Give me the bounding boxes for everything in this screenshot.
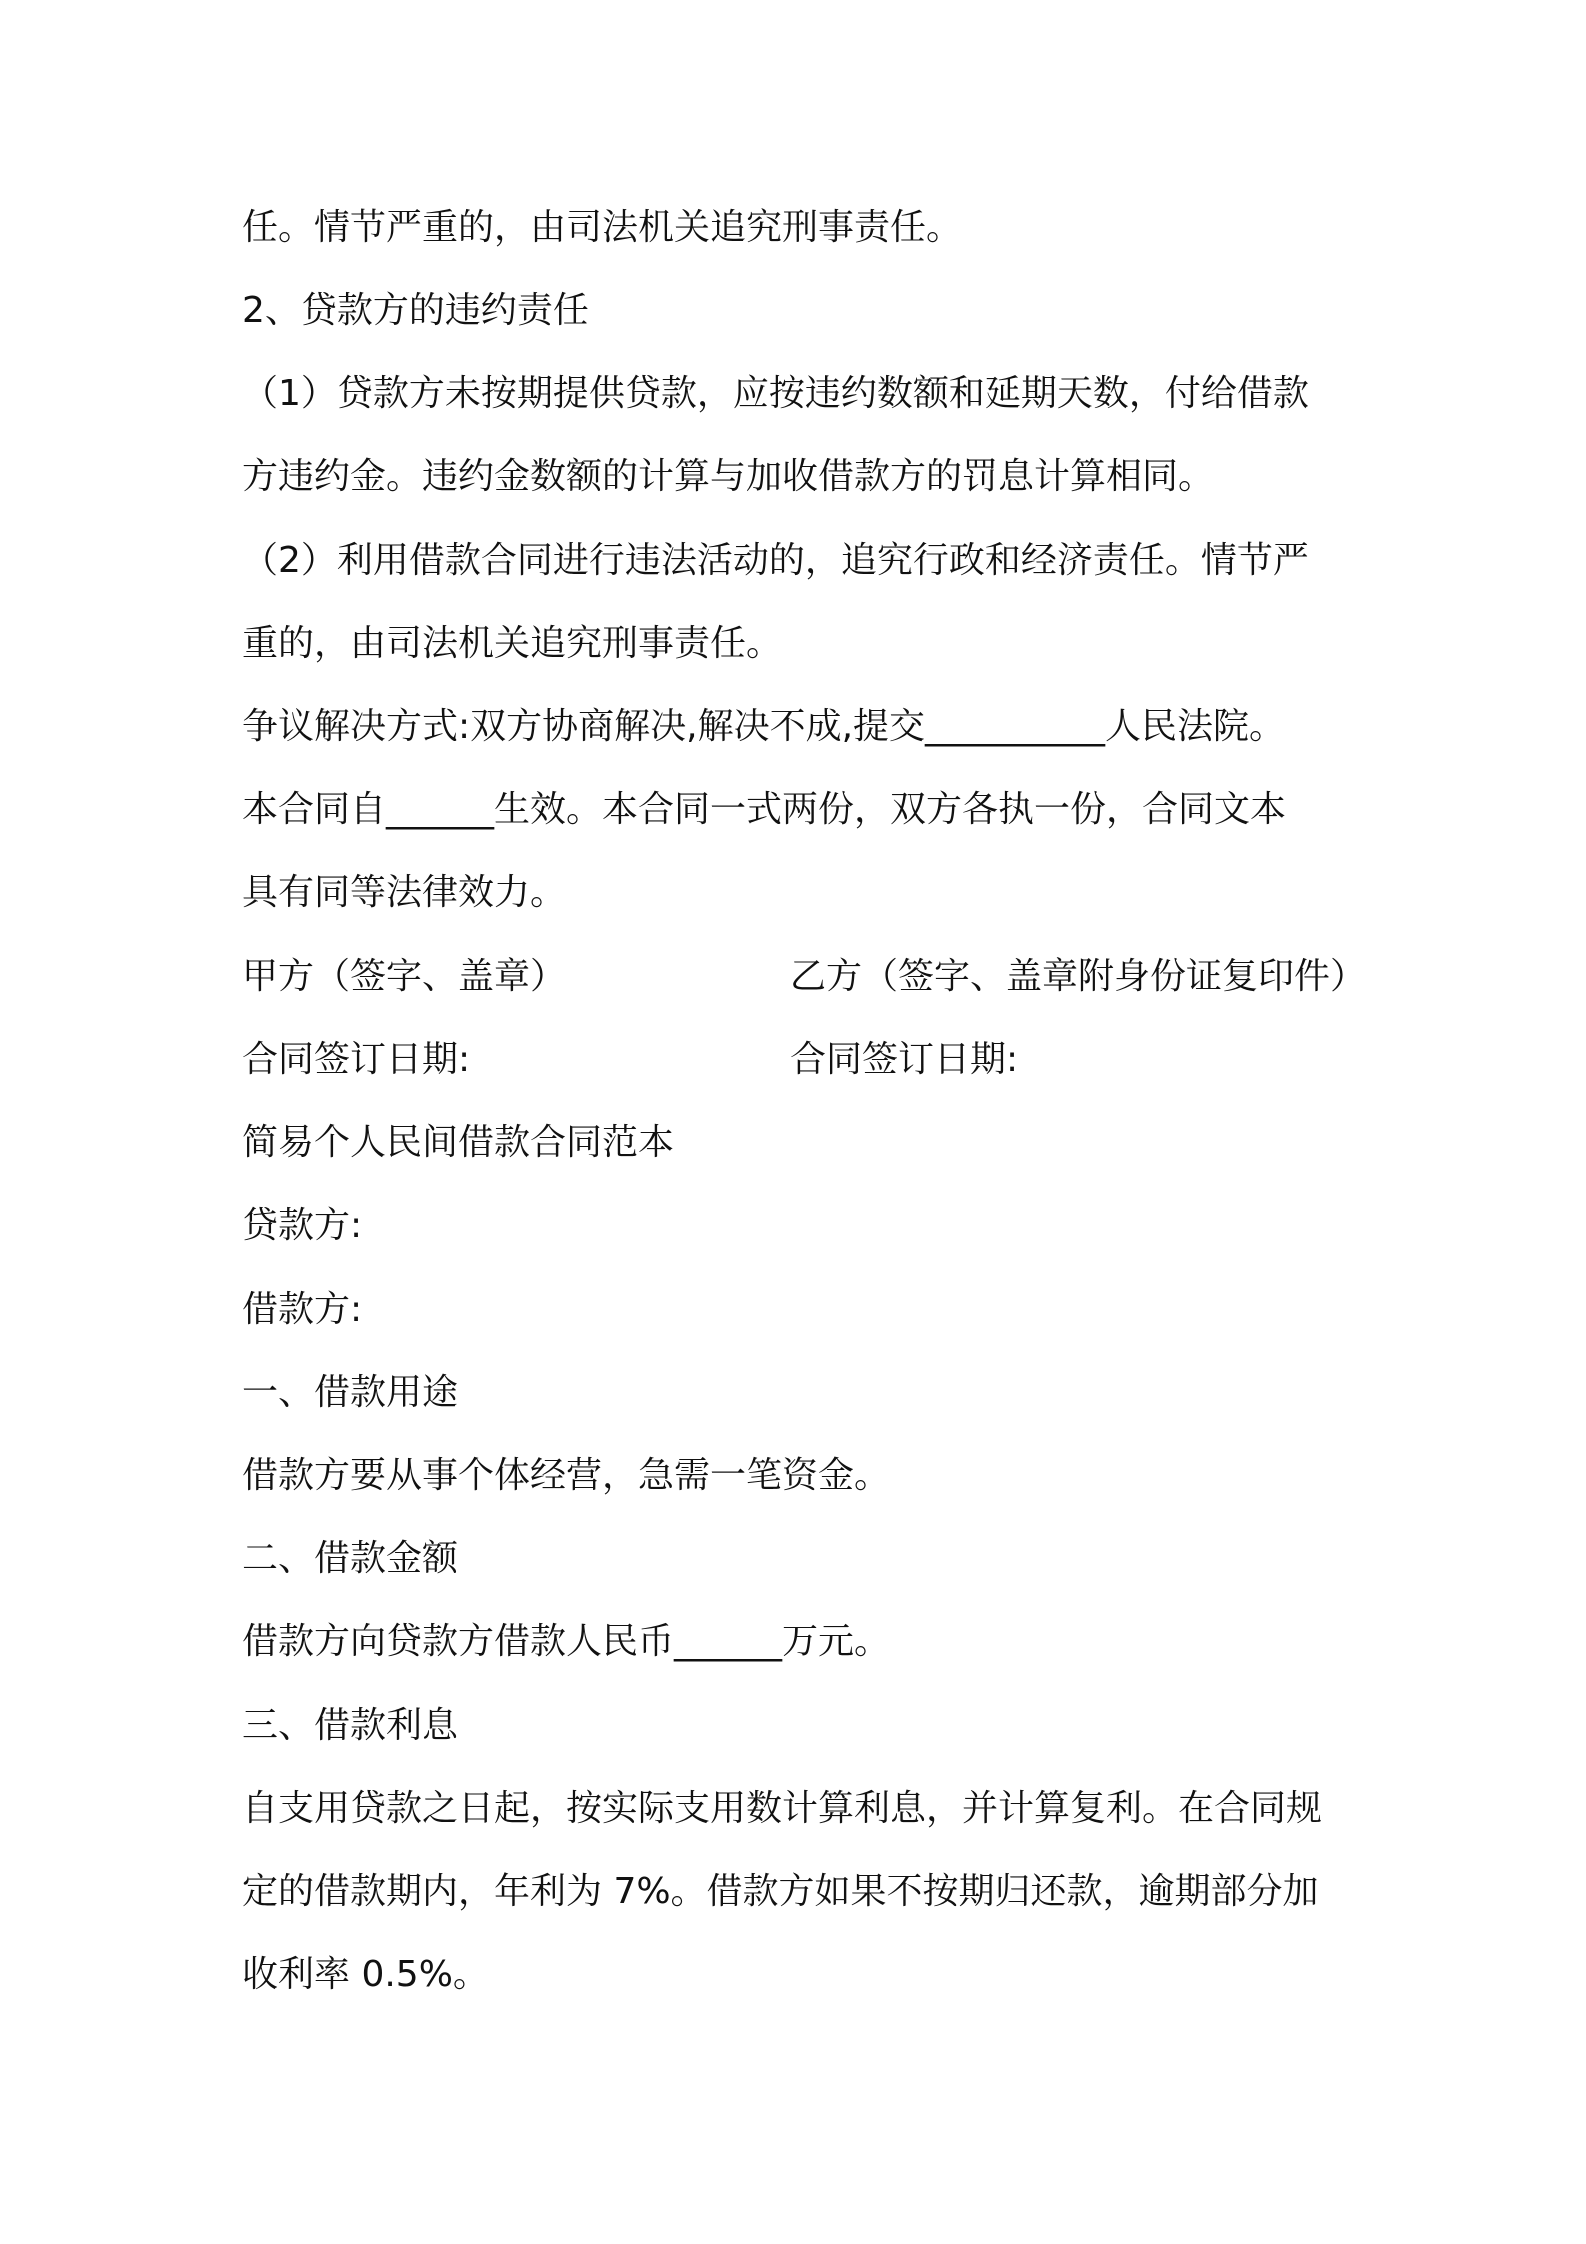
legal-effect-line: 具有同等法律效力。 — [242, 872, 567, 913]
effective-line: 本合同自______生效。本合同一式两份，双方各执一份，合同文本 — [242, 789, 1287, 830]
party-b-date-label: 合同签订日期: — [790, 1039, 1019, 1080]
interest-text-3: 收利率 0.5%。 — [242, 1954, 489, 1995]
text-line-6: 重的，由司法机关追究刑事责任。 — [242, 623, 783, 664]
borrower-label: 借款方: — [242, 1289, 363, 1330]
contract-title: 简易个人民间借款合同范本 — [242, 1122, 675, 1163]
party-a-signature: 甲方（签字、盖章） — [242, 956, 567, 997]
party-b-signature: 乙方（签字、盖章附身份证复印件） — [790, 956, 1367, 997]
section-heading-purpose: 一、借款用途 — [242, 1372, 459, 1413]
interest-text-1: 自支用贷款之日起，按实际支用数计算利息，并计算复利。在合同规 — [242, 1788, 1323, 1829]
party-a-date-label: 合同签订日期: — [242, 1039, 471, 1080]
text-line-1: 任。情节严重的，由司法机关追究刑事责任。 — [242, 207, 963, 248]
signature-row — [242, 952, 1367, 1002]
section-heading-interest: 三、借款利息 — [242, 1705, 459, 1746]
lender-label: 贷款方: — [242, 1205, 363, 1246]
purpose-text: 借款方要从事个体经营，急需一笔资金。 — [242, 1455, 891, 1496]
interest-text-2: 定的借款期内，年利为 7%。借款方如果不按期归还款，逾期部分加 — [242, 1871, 1319, 1912]
date-row — [242, 1035, 1362, 1085]
text-line-5: （2）利用借款合同进行违法活动的，追究行政和经济责任。情节严 — [242, 540, 1309, 581]
text-line-3: （1）贷款方未按期提供贷款，应按违约数额和延期天数，付给借款 — [242, 373, 1309, 414]
amount-text: 借款方向贷款方借款人民币______万元。 — [242, 1621, 891, 1662]
dispute-resolution-line: 争议解决方式:双方协商解决,解决不成,提交__________人民法院。 — [242, 706, 1286, 747]
section-heading-lender-liability: 2、贷款方的违约责任 — [242, 290, 589, 331]
text-line-4: 方违约金。违约金数额的计算与加收借款方的罚息计算相同。 — [242, 456, 1215, 497]
section-heading-amount: 二、借款金额 — [242, 1538, 459, 1579]
